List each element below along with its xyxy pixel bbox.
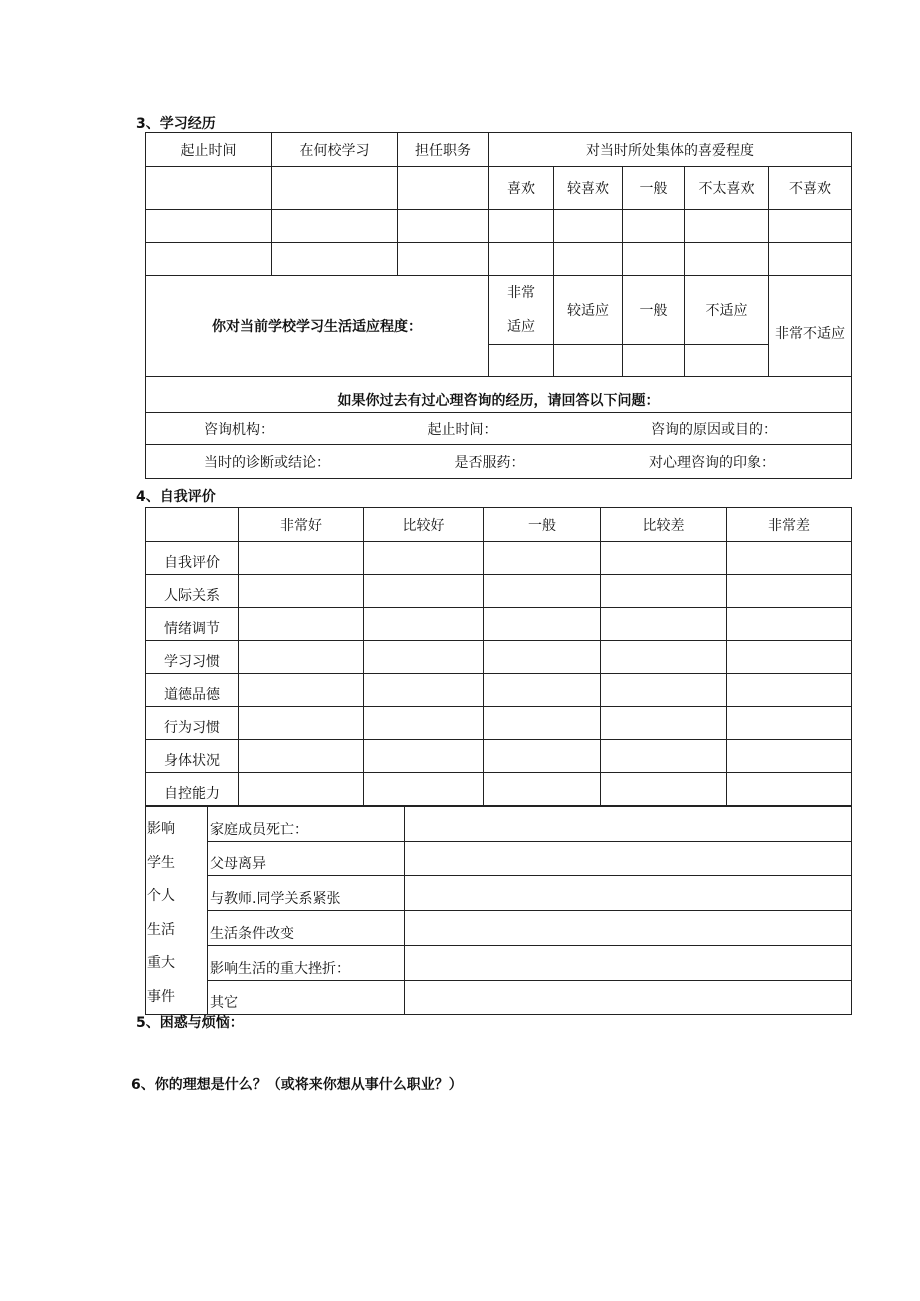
cell-input[interactable]	[272, 210, 398, 243]
cell-input[interactable]	[685, 210, 769, 243]
eval-check[interactable]	[601, 740, 727, 773]
adapt-level: 不适应	[685, 276, 769, 345]
cell-input[interactable]	[554, 210, 623, 243]
eval-item: 自我评价	[146, 542, 239, 575]
event-input[interactable]	[405, 842, 852, 876]
consult-period-label: 起止时间：	[427, 421, 498, 438]
eval-check[interactable]	[364, 575, 484, 608]
event-input[interactable]	[405, 807, 852, 842]
cell-input[interactable]	[146, 210, 272, 243]
adapt-check[interactable]	[685, 345, 769, 377]
like-level: 喜欢	[489, 167, 554, 210]
section-3-title: 3、学习经历	[136, 116, 216, 132]
header-role: 担任职务	[398, 133, 489, 167]
consult-impression-label: 对心理咨询的印象：	[649, 454, 775, 471]
eval-check[interactable]	[364, 641, 484, 674]
cell-input[interactable]	[272, 167, 398, 210]
cell-input[interactable]	[146, 243, 272, 276]
eval-check[interactable]	[601, 773, 727, 806]
study-history-table	[145, 132, 852, 479]
cell-input[interactable]	[146, 167, 272, 210]
adapt-check[interactable]	[623, 345, 685, 377]
eval-level: 比较差	[601, 508, 727, 542]
eval-item: 学习习惯	[146, 641, 239, 674]
like-level: 一般	[623, 167, 685, 210]
cell-input[interactable]	[272, 243, 398, 276]
event-family-death: 家庭成员死亡：	[208, 807, 405, 842]
eval-check[interactable]	[484, 674, 601, 707]
event-input[interactable]	[405, 876, 852, 911]
consult-row-1	[146, 413, 852, 445]
eval-check[interactable]	[601, 542, 727, 575]
adapt-check[interactable]	[769, 345, 852, 377]
like-level: 较喜欢	[554, 167, 623, 210]
cell-input[interactable]	[398, 243, 489, 276]
consult-reason-label: 咨询的原因或目的：	[651, 421, 777, 438]
event-input[interactable]	[405, 980, 852, 1014]
eval-check[interactable]	[364, 740, 484, 773]
eval-check[interactable]	[484, 575, 601, 608]
eval-check[interactable]	[484, 707, 601, 740]
eval-check[interactable]	[364, 707, 484, 740]
consult-medication-label: 是否服药：	[454, 454, 525, 471]
eval-check[interactable]	[364, 608, 484, 641]
eval-check[interactable]	[727, 641, 852, 674]
section-5-title: 5、困惑与烦恼：	[136, 1015, 244, 1031]
eval-check[interactable]	[239, 707, 364, 740]
cell-input[interactable]	[489, 210, 554, 243]
cell-input[interactable]	[398, 210, 489, 243]
adapt-level: 较适应	[554, 276, 623, 345]
eval-item: 道德品德	[146, 674, 239, 707]
life-events-table	[145, 806, 852, 1015]
cell-input[interactable]	[685, 243, 769, 276]
eval-item: 行为习惯	[146, 707, 239, 740]
eval-check[interactable]	[601, 707, 727, 740]
event-setback: 影响生活的重大挫折：	[208, 945, 405, 980]
eval-item: 身体状况	[146, 740, 239, 773]
eval-check[interactable]	[727, 740, 852, 773]
life-events-label: 影响 学生 个人 生活 重大 事件	[146, 807, 208, 1015]
eval-check[interactable]	[364, 773, 484, 806]
eval-check[interactable]	[727, 707, 852, 740]
eval-check[interactable]	[601, 575, 727, 608]
cell-input[interactable]	[769, 210, 852, 243]
adapt-check[interactable]	[554, 345, 623, 377]
eval-level: 比较好	[364, 508, 484, 542]
eval-level: 非常差	[727, 508, 852, 542]
adapt-level: 一般	[623, 276, 685, 345]
eval-check[interactable]	[239, 575, 364, 608]
eval-item: 人际关系	[146, 575, 239, 608]
eval-check[interactable]	[727, 773, 852, 806]
consult-diagnosis-label: 当时的诊断或结论：	[204, 454, 330, 471]
eval-check[interactable]	[601, 641, 727, 674]
eval-check[interactable]	[484, 542, 601, 575]
cell-input[interactable]	[769, 243, 852, 276]
event-input[interactable]	[405, 945, 852, 980]
cell-input[interactable]	[489, 243, 554, 276]
header-period: 起止时间	[146, 133, 272, 167]
eval-check[interactable]	[364, 674, 484, 707]
self-eval-table	[145, 507, 852, 806]
cell-input[interactable]	[623, 210, 685, 243]
eval-check[interactable]	[727, 608, 852, 641]
adapt-check[interactable]	[489, 345, 554, 377]
consult-agency-label: 咨询机构：	[204, 421, 274, 438]
event-input[interactable]	[405, 911, 852, 945]
event-living-change: 生活条件改变	[208, 911, 405, 945]
section-4-title: 4、自我评价	[136, 489, 216, 505]
event-other: 其它	[208, 980, 405, 1014]
adapt-level: 非常 适应	[489, 276, 554, 345]
header-like-degree: 对当时所处集体的喜爱程度	[489, 133, 852, 167]
event-divorce: 父母离异	[208, 842, 405, 876]
consult-intro: 如果你过去有过心理咨询的经历，请回答以下问题：	[146, 377, 852, 413]
eval-item: 情绪调节	[146, 608, 239, 641]
consult-row-2	[146, 445, 852, 479]
section-6-title: 6、你的理想是什么？（或将来你想从事什么职业？）	[131, 1077, 463, 1093]
cell-input[interactable]	[554, 243, 623, 276]
eval-check[interactable]	[239, 773, 364, 806]
eval-check[interactable]	[484, 641, 601, 674]
like-level: 不太喜欢	[685, 167, 769, 210]
eval-check[interactable]	[601, 674, 727, 707]
eval-check[interactable]	[239, 641, 364, 674]
eval-check[interactable]	[239, 674, 364, 707]
eval-check[interactable]	[239, 542, 364, 575]
eval-check[interactable]	[727, 674, 852, 707]
eval-check[interactable]	[484, 740, 601, 773]
cell-input[interactable]	[398, 167, 489, 210]
eval-level: 一般	[484, 508, 601, 542]
eval-check[interactable]	[601, 608, 727, 641]
eval-check[interactable]	[484, 608, 601, 641]
eval-check[interactable]	[484, 773, 601, 806]
corner-cell	[146, 508, 239, 542]
eval-check[interactable]	[239, 608, 364, 641]
adapt-level: 非常不适应	[769, 276, 852, 345]
eval-level: 非常好	[239, 508, 364, 542]
eval-item: 自控能力	[146, 773, 239, 806]
like-level: 不喜欢	[769, 167, 852, 210]
adapt-question: 你对当前学校学习生活适应程度：	[146, 276, 489, 377]
eval-check[interactable]	[727, 542, 852, 575]
eval-check[interactable]	[364, 542, 484, 575]
event-teacher-tension: 与教师.同学关系紧张	[208, 876, 405, 911]
eval-check[interactable]	[727, 575, 852, 608]
cell-input[interactable]	[623, 243, 685, 276]
header-school: 在何校学习	[272, 133, 398, 167]
eval-check[interactable]	[239, 740, 364, 773]
